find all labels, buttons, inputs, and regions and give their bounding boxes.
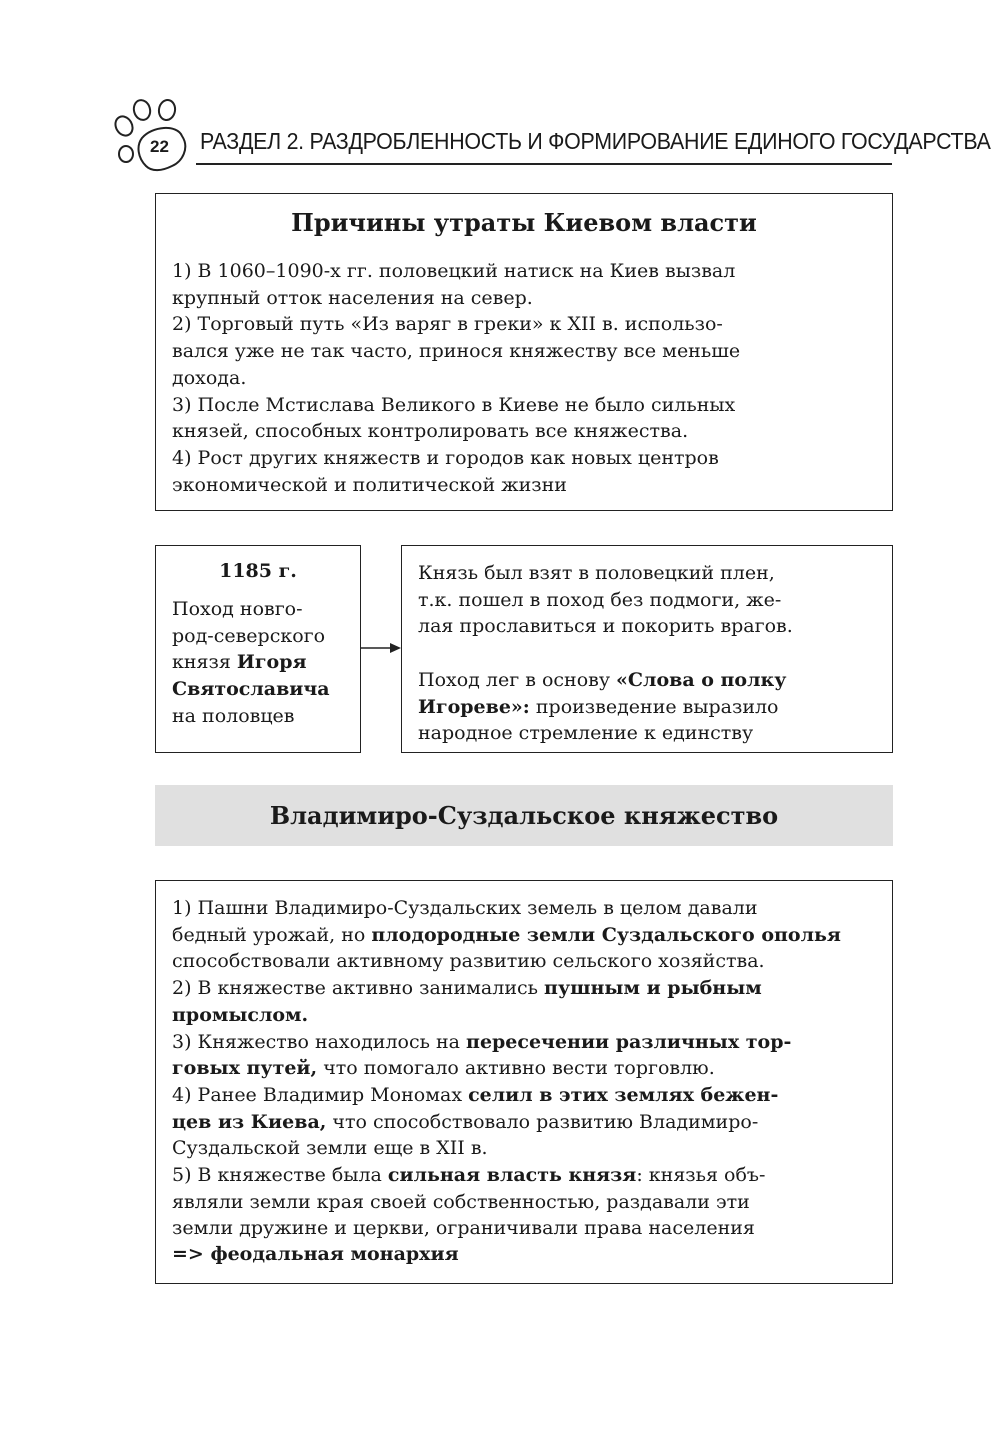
text-line	[172, 1082, 841, 1109]
consequence-text	[418, 560, 793, 747]
text-segment: способствовали активному развитию сельского хозяйства.	[172, 950, 765, 973]
text-segment: 4) Рост других княжеств и городов как новых центров	[172, 446, 719, 469]
text-line	[172, 392, 740, 419]
bold-text: сильная власть князя	[387, 1164, 637, 1187]
text-segment: Поход лег в основу	[418, 668, 617, 691]
bold-text: плодородные земли Суздальского ополья	[371, 923, 841, 946]
text-line	[172, 703, 330, 730]
bold-text: говых путей,	[172, 1057, 318, 1080]
text-line	[172, 445, 740, 472]
text-line	[172, 1189, 841, 1216]
bold-text: Святославича	[172, 678, 330, 701]
text-line	[172, 676, 330, 703]
event-text	[172, 596, 330, 730]
text-segment: 1) В 1060–1090-х гг. половецкий натиск на Киев вызвал	[172, 260, 736, 282]
text-segment: являли земли края своей собственностью, раздавали эти	[172, 1190, 750, 1213]
text-segment: 3) Княжество находилось на	[172, 1030, 467, 1053]
consequence-box	[401, 545, 893, 753]
text-segment: что помогало активно вести торговлю.	[317, 1057, 715, 1080]
text-line	[418, 720, 793, 747]
text-segment: 5) В княжестве была	[172, 1164, 388, 1187]
text-segment: род-северского	[172, 624, 326, 647]
text-line	[172, 623, 330, 650]
text-line	[172, 418, 740, 445]
text-segment: : князья объ-	[636, 1164, 766, 1187]
text-line	[418, 667, 793, 694]
arrow-icon	[360, 640, 402, 660]
vladimir-text	[172, 895, 841, 1242]
text-line	[172, 596, 330, 623]
causes-text	[172, 258, 740, 498]
text-line	[172, 649, 330, 676]
text-line	[172, 895, 841, 922]
text-segment: бедный урожай, но	[172, 923, 372, 946]
bold-text: «Слова о полку	[616, 668, 787, 691]
text-segment: 2) В княжестве активно занимались	[172, 977, 545, 1000]
text-line	[172, 285, 740, 312]
text-segment: 2) Торговый путь «Из варяг в греки» к XII в. использо-	[172, 313, 723, 336]
text-segment: Поход новго-	[172, 598, 303, 620]
conclusion: => феодальная монархия	[172, 1243, 459, 1265]
text-line	[418, 560, 793, 587]
section-banner	[155, 785, 893, 846]
vladimir-box	[155, 880, 893, 1284]
text-segment: экономической и политической жизни	[172, 473, 567, 496]
bold-text: промыслом.	[172, 1003, 309, 1026]
text-line	[418, 640, 793, 667]
text-segment: лая прославиться и покорить врагов.	[418, 615, 793, 638]
bold-text: Игореве»:	[418, 695, 530, 718]
text-line	[172, 258, 740, 285]
banner-title: Владимиро-Суздальское княжество	[269, 801, 779, 830]
bold-text: селил в этих землях бежен-	[468, 1083, 779, 1106]
text-line	[172, 1002, 841, 1029]
text-segment: 1) Пашни Владимиро-Суздальских земель в целом давали	[172, 897, 758, 919]
text-line	[172, 311, 740, 338]
causes-box	[155, 193, 893, 511]
text-line	[172, 1029, 841, 1056]
text-line	[418, 694, 793, 721]
bold-text: пушным и рыбным	[544, 977, 762, 1000]
text-line	[172, 1215, 841, 1242]
text-segment: народное стремление к единству	[418, 722, 754, 745]
event-box	[155, 545, 361, 753]
bold-text: цев из Киева,	[172, 1110, 327, 1133]
text-segment: т.к. пошел в поход без подмоги, же-	[418, 588, 782, 611]
page-number: 22	[150, 137, 169, 156]
text-line	[172, 975, 841, 1002]
text-line	[172, 338, 740, 365]
section-title: РАЗДЕЛ 2. РАЗДРОБЛЕННОСТЬ И ФОРМИРОВАНИЕ ЕДИНОГО ГОСУДАРСТВА	[200, 128, 991, 154]
text-line	[172, 365, 740, 392]
text-line	[172, 1055, 841, 1082]
text-line	[172, 472, 740, 499]
causes-title: Причины утраты Киевом власти	[291, 208, 757, 237]
text-segment: 4) Ранее Владимир Мономах	[172, 1083, 469, 1106]
event-year: 1185 г.	[219, 560, 297, 582]
text-segment: князя	[172, 651, 237, 674]
text-line	[172, 1162, 841, 1189]
bold-text: пересечении различных тор-	[466, 1030, 792, 1053]
text-segment: Князь был взят в половецкий плен,	[418, 562, 775, 584]
text-segment: дохода.	[172, 366, 247, 389]
text-segment: крупный отток населения на север.	[172, 286, 533, 309]
paw-icon	[112, 96, 197, 176]
text-line	[172, 922, 841, 949]
header-divider	[196, 163, 892, 165]
bold-text: Игоря	[236, 651, 307, 674]
text-line	[418, 613, 793, 640]
text-segment: Суздальской земли еще в XII в.	[172, 1137, 488, 1160]
text-segment: земли дружине и церкви, ограничивали права населения	[172, 1217, 755, 1240]
text-segment: что способствовало развитию Владимиро-	[326, 1110, 759, 1133]
text-segment: произведение выразило	[529, 695, 779, 718]
text-segment: князей, способных контролировать все княжества.	[172, 420, 689, 443]
text-segment: на половцев	[172, 704, 295, 727]
text-segment: 3) После Мстислава Великого в Киеве не было сильных	[172, 393, 736, 416]
text-line	[172, 1135, 841, 1162]
text-segment: вался уже не так часто, принося княжеству все меньше	[172, 340, 741, 363]
text-line	[418, 587, 793, 614]
text-line	[172, 1109, 841, 1136]
text-line	[172, 948, 841, 975]
